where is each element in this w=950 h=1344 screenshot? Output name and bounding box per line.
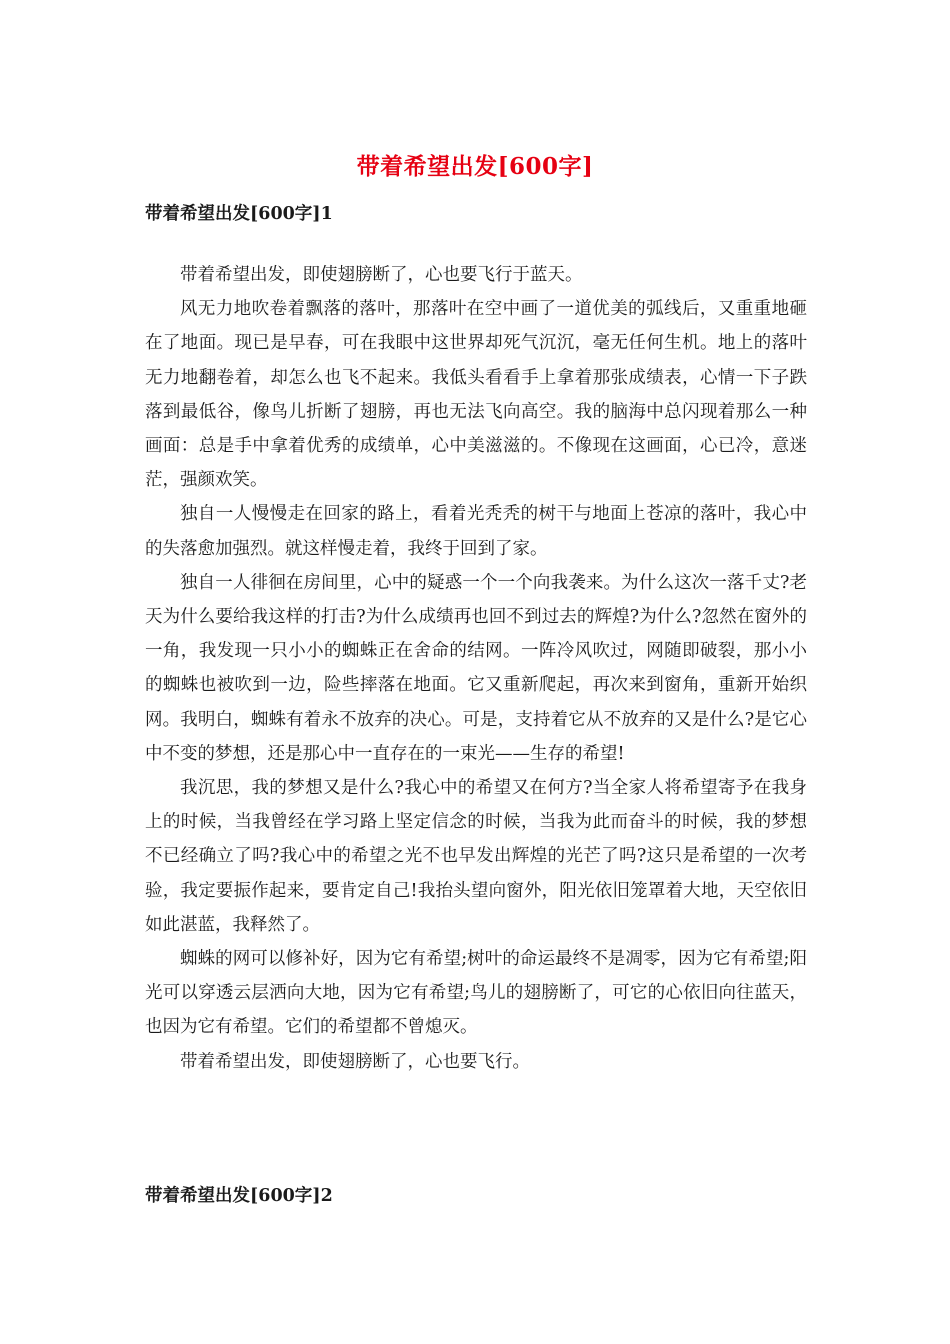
paragraph: 风无力地吹卷着飘落的落叶，那落叶在空中画了一道优美的弧线后，又重重地砸在了地面。现已是早春，可在我眼中这世界却死气沉沉，毫无任何生机。地上的落叶无力地翻卷着，却怎么也飞不起来。我低头看看手上拿着那张成绩表，心情一下子跌落到最低谷，像鸟儿折断了翅膀，再也无法飞向高空。我的脑海中总闪现着那么一种画面：总是手中拿着优秀的成绩单，心中美滋滋的。不像现在这画面，心已冷，意迷茫，强颜欢笑。 [145,299,807,491]
section-body-1 [145,258,807,1079]
paragraph: 独自一人徘徊在房间里，心中的疑惑一个一个向我袭来。为什么这次一落千丈?老天为什么要给我这样的打击?为什么成绩再也回不到过去的辉煌?为什么?忽然在窗外的一角，我发现一只小小的蜘蛛正在舍命的结网。一阵冷风吹过，网随即破裂，那小小的蜘蛛也被吹到一边，险些摔落在地面。它又重新爬起，再次来到窗角，重新开始织网。我明白，蜘蛛有着永不放弃的决心。可是，支持着它从不放弃的又是什么?是它心中不变的梦想，还是那心中一直存在的一束光——生存的希望! [145,572,807,764]
section-heading-2: 带着希望出发[600字]2 [145,1186,333,1206]
paragraph: 带着希望出发，即使翅膀断了，心也要飞行于蓝天。 [180,265,583,285]
paragraph: 带着希望出发，即使翅膀断了，心也要飞行。 [180,1051,530,1072]
paragraph: 蜘蛛的网可以修补好，因为它有希望;树叶的命运最终不是凋零，因为它有希望;阳光可以穿透云层洒向大地，因为它有希望;鸟儿的翅膀断了，可它的心依旧向往蓝天，也因为它有希望。它们的希望都不曾熄灭。 [145,949,807,1038]
paragraph: 独自一人慢慢走在回家的路上，看着光秃秃的树干与地面上苍凉的落叶，我心中的失落愈加强烈。就这样慢走着，我终于回到了家。 [145,504,807,559]
section-heading-1: 带着希望出发[600字]1 [145,204,333,224]
paragraph: 我沉思，我的梦想又是什么?我心中的希望又在何方?当全家人将希望寄予在我身上的时候，当我曾经在学习路上坚定信念的时候，当我为此而奋斗的时候，我的梦想不已经确立了吗?我心中的希望之光不也早发出辉煌的光芒了吗?这只是希望的一次考验，我定要振作起来，要肯定自己!我抬头望向窗外，阳光依旧笼罩着大地，天空依旧如此湛蓝，我释然了。 [145,778,807,935]
document-title: 带着希望出发[600字] [356,153,594,180]
